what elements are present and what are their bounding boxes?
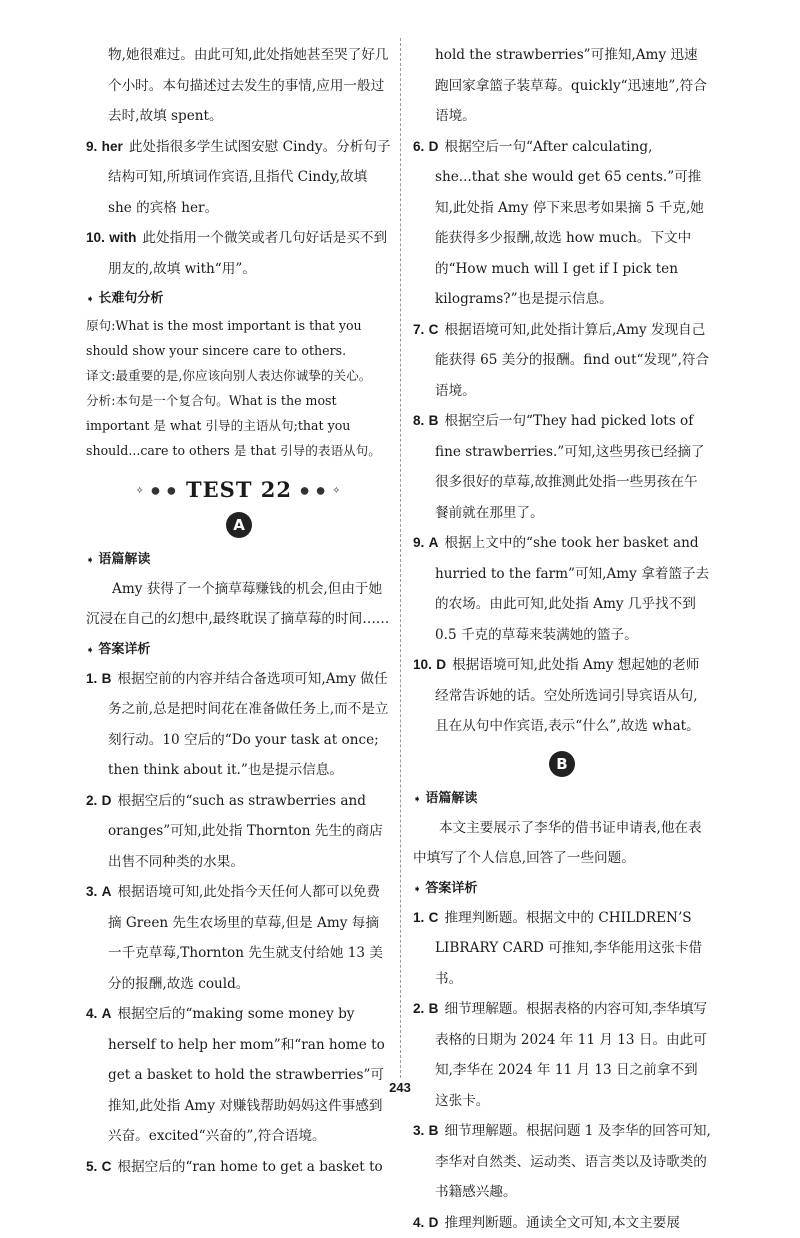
answer-item-4: 4. A 根据空后的“making some money by herself to help her mom”和“ran home to get a basket to hold the strawberries”可推知,此处指 Amy 对赚钱帮助妈妈这件事感到兴奋。excited“兴奋的”,符合语境。	[86, 999, 392, 1152]
column-divider	[400, 38, 401, 1078]
answer-item-2: 2. D 根据空后的“such as strawberries and oranges”可知,此处指 Thornton 先生的商店出售不同种类的水果。	[86, 786, 392, 878]
triangle-icon: ➧	[86, 294, 94, 305]
answer-item-6: 6. D 根据空后一句“After calculating, she...that she would get 65 cents.”可推知,此处指 Amy 停下来思考如果摘 5 千克,她能获得多少报酬,故选 how much。下文中的“How much will I get if I pick ten kilograms?”也是提示信息。	[413, 132, 711, 315]
triangle-icon: ➧	[413, 794, 421, 805]
reading-heading-a: ➧ 语篇解读	[86, 547, 392, 574]
answer-item-9: 9. A 根据上文中的“she took her basket and hurried to the farm”可知,Amy 拿着篮子去的农场。由此可知,此处指 Amy 几乎找不到 0.5 千克的草莓来装满她的篮子。	[413, 528, 711, 650]
answer-item-5: 5. C 根据空后的“ran home to get a basket to	[86, 1152, 392, 1183]
reading-text-a: Amy 获得了一个摘草莓赚钱的机会,但由于她沉浸在自己的幻想中,最终耽误了摘草莓的时间……	[86, 574, 392, 635]
section-a-badge: A	[226, 512, 252, 538]
triangle-icon: ➧	[413, 884, 421, 895]
test-title: ✧ ● ● TEST 22 ● ● ✧	[86, 473, 392, 509]
answer-item-7: 7. C 根据语境可知,此处指计算后,Amy 发现自己能获得 65 美分的报酬。find out“发现”,符合语境。	[413, 315, 711, 407]
ornament-right-icon: ● ● ✧	[300, 486, 342, 497]
analysis: 分析:本句是一个复合句。What is the most important 是 what 引导的主语从句;that you should...care to others 是 that 引导的表语从句。	[86, 388, 392, 463]
left-column	[86, 40, 392, 1182]
triangle-icon: ➧	[86, 645, 94, 656]
continued-text: hold the strawberries”可推知,Amy 迅速跑回家拿篮子装草莓。quickly“迅速地”,符合语境。	[413, 40, 711, 132]
answers-heading-a: ➧ 答案详析	[86, 637, 392, 664]
answer-item-b2: 2. B 细节理解题。根据表格的内容可知,李华填写表格的日期为 2024 年 11 月 13 日。由此可知,李华在 2024 年 11 月 13 日之前拿不到这张卡。	[413, 994, 711, 1116]
triangle-icon: ➧	[86, 555, 94, 566]
translation: 译文:最重要的是,你应该向别人表达你诚挚的关心。	[86, 363, 392, 388]
reading-text-b: 本文主要展示了李华的借书证申请表,他在表中填写了个人信息,回答了一些问题。	[413, 813, 711, 874]
reading-heading-b: ➧ 语篇解读	[413, 786, 711, 813]
answer-item-10: 10. D 根据语境可知,此处指 Amy 想起她的老师经常告诉她的话。空处所选词引导宾语从句,且在从句中作宾语,表示“什么”,故选 what。	[413, 650, 711, 742]
right-column	[413, 40, 711, 1238]
original-sentence: 原句:What is the most important is that you should show your sincere care to others.	[86, 313, 392, 363]
answer-item-8: 8. B 根据空后一句“They had picked lots of fine strawberries.”可知,这些男孩已经摘了很多很好的草莓,故推测此处指一些男孩在午餐前就在那里了。	[413, 406, 711, 528]
answer-item-10: 10. with 此处指用一个微笑或者几句好话是买不到朋友的,故填 with“用”。	[86, 223, 392, 284]
ornament-left-icon: ✧ ● ●	[136, 486, 178, 497]
answers-heading-b: ➧ 答案详析	[413, 876, 711, 903]
answer-item-1: 1. B 根据空前的内容并结合备选项可知,Amy 做任务之前,总是把时间花在准备做任务上,而不是立刻行动。10 空后的“Do your task at once; then think about it.”也是提示信息。	[86, 664, 392, 786]
continued-text: 物,她很难过。由此可知,此处指她甚至哭了好几个小时。本句描述过去发生的事情,应用一般过去时,故填 spent。	[86, 40, 392, 132]
page-number: 243	[0, 1080, 800, 1095]
answer-item-9: 9. her 此处指很多学生试图安慰 Cindy。分析句子结构可知,所填词作宾语,且指代 Cindy,故填 she 的宾格 her。	[86, 132, 392, 224]
answer-item-b4: 4. D 推理判断题。通读全文可知,本文主要展	[413, 1208, 711, 1238]
long-sentence-heading: ➧ 长难句分析	[86, 286, 392, 313]
answer-item-3: 3. A 根据语境可知,此处指今天任何人都可以免费摘 Green 先生农场里的草莓,但是 Amy 每摘一千克草莓,Thornton 先生就支付给她 13 美分的报酬,故选 could。	[86, 877, 392, 999]
answer-item-b1: 1. C 推理判断题。根据文中的 CHILDREN’S LIBRARY CARD 可推知,李华能用这张卡借书。	[413, 903, 711, 995]
section-b-badge: B	[549, 751, 575, 777]
answer-item-b3: 3. B 细节理解题。根据问题 1 及李华的回答可知,李华对自然类、运动类、语言类以及诗歌类的书籍感兴趣。	[413, 1116, 711, 1208]
